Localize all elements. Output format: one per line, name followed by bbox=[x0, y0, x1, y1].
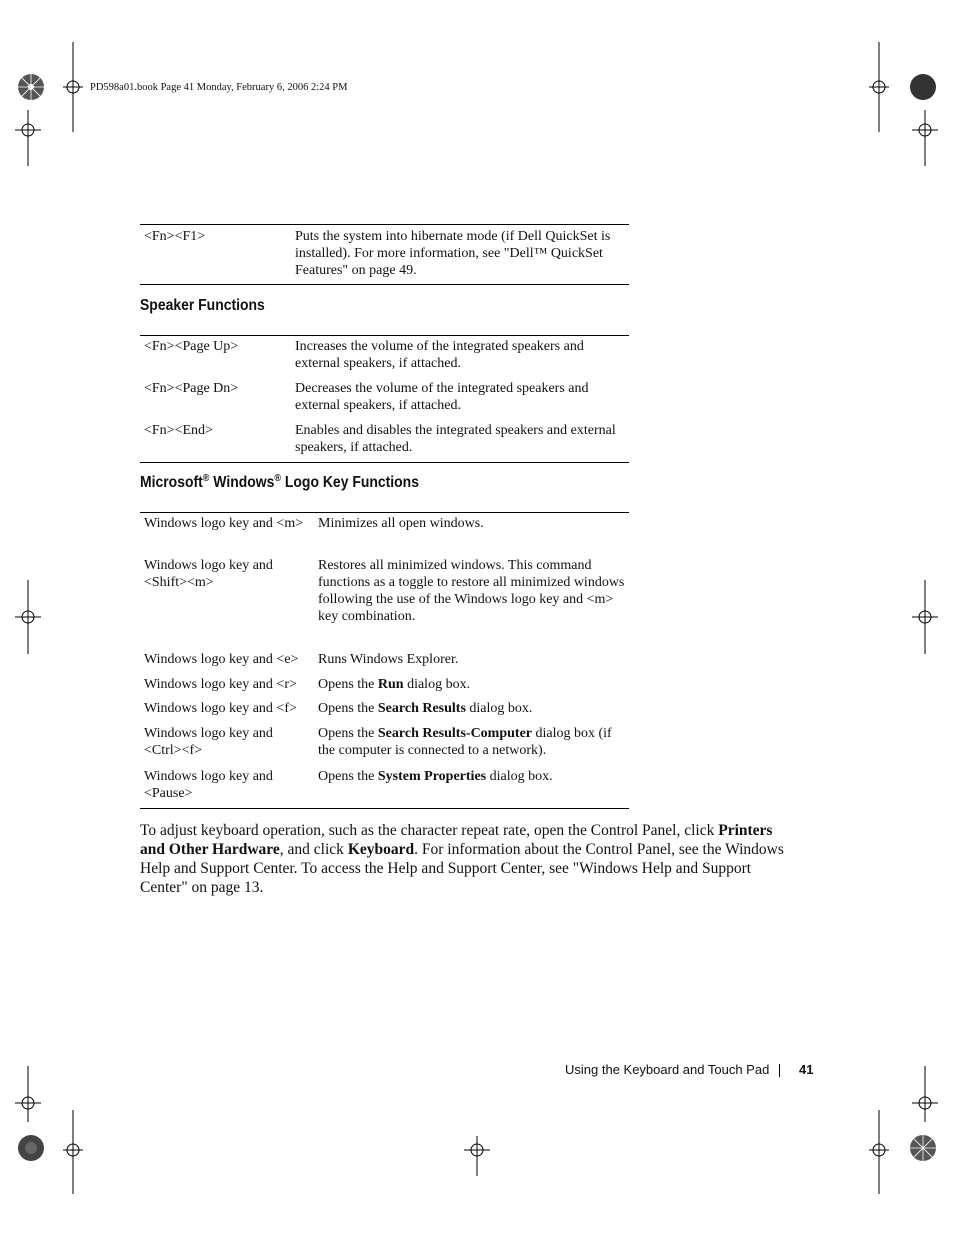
key-description: Increases the volume of the integrated speakers and external speakers, if attached. bbox=[295, 339, 584, 371]
key-combo: Windows logo key and <e> bbox=[144, 652, 299, 667]
key-combo: <Fn><Page Up> bbox=[144, 339, 239, 354]
crosshair-mark bbox=[912, 1066, 938, 1122]
crosshair-mark bbox=[15, 1066, 41, 1122]
key-combo: Windows logo key and <Ctrl><f> bbox=[144, 726, 273, 758]
crosshair-mark bbox=[60, 42, 86, 132]
key-combo: <Fn><End> bbox=[144, 423, 213, 438]
page-number: 41 bbox=[799, 1062, 814, 1077]
windows-logo-key-heading: Microsoft® Windows® Logo Key Functions bbox=[140, 473, 419, 492]
key-combo: <Fn><Page Dn> bbox=[144, 381, 239, 396]
footer-section-title: Using the Keyboard and Touch Pad bbox=[565, 1062, 770, 1077]
footer-divider bbox=[779, 1064, 780, 1077]
crosshair-mark bbox=[912, 580, 938, 654]
speaker-functions-table bbox=[140, 335, 629, 463]
key-combo: Windows logo key and <f> bbox=[144, 701, 297, 716]
key-description: Decreases the volume of the integrated speakers and external speakers, if attached. bbox=[295, 381, 589, 413]
registration-mark-bottom-left bbox=[16, 1133, 46, 1163]
key-description: Minimizes all open windows. bbox=[318, 516, 484, 531]
crosshair-mark bbox=[866, 42, 892, 132]
crosshair-mark bbox=[912, 110, 938, 166]
crosshair-mark bbox=[866, 1110, 892, 1194]
crosshair-mark bbox=[15, 580, 41, 654]
key-description: Restores all minimized windows. This command functions as a toggle to restore all minimized windows following the use of the Windows logo key and <m> key combination. bbox=[318, 558, 625, 624]
keyboard-settings-paragraph: To adjust keyboard operation, such as the character repeat rate, open the Control Panel, click Printers and Other Hardware, and click Keyboard. For information about the Control Panel, see the Windows Help and Support Center. To access the Help and Support Center, see "Windows Help and Support Center" on page 13. bbox=[140, 822, 784, 896]
crosshair-mark bbox=[464, 1136, 490, 1176]
key-combo: Windows logo key and <Shift><m> bbox=[144, 558, 273, 590]
key-combo: Windows logo key and <m> bbox=[144, 516, 304, 531]
key-description: Runs Windows Explorer. bbox=[318, 652, 459, 667]
registration-mark-bottom-right bbox=[908, 1133, 938, 1163]
registration-mark-top-right bbox=[908, 72, 938, 102]
key-combo: Windows logo key and <Pause> bbox=[144, 769, 273, 801]
windows-logo-key-table bbox=[140, 512, 629, 809]
print-slug: PD598a01.book Page 41 Monday, February 6, 2006 2:24 PM bbox=[90, 82, 348, 93]
key-combo: Windows logo key and <r> bbox=[144, 677, 297, 692]
key-description: Opens the Search Results dialog box. bbox=[318, 701, 533, 716]
hibernate-key-table bbox=[140, 224, 629, 285]
crosshair-mark bbox=[60, 1110, 86, 1194]
crosshair-mark bbox=[15, 110, 41, 166]
key-description: Opens the Search Results-Computer dialog box (if the computer is connected to a network). bbox=[318, 726, 612, 758]
key-description: Opens the Run dialog box. bbox=[318, 677, 471, 692]
key-description: Puts the system into hibernate mode (if Dell QuickSet is installed). For more information, see "Dell™ QuickSet Features" on page 49. bbox=[295, 229, 611, 278]
key-description: Enables and disables the integrated speakers and external speakers, if attached. bbox=[295, 423, 616, 455]
key-combo: <Fn><F1> bbox=[144, 229, 206, 244]
key-description: Opens the System Properties dialog box. bbox=[318, 769, 553, 784]
speaker-functions-heading: Speaker Functions bbox=[140, 297, 265, 314]
registration-mark-top-left bbox=[16, 72, 46, 102]
